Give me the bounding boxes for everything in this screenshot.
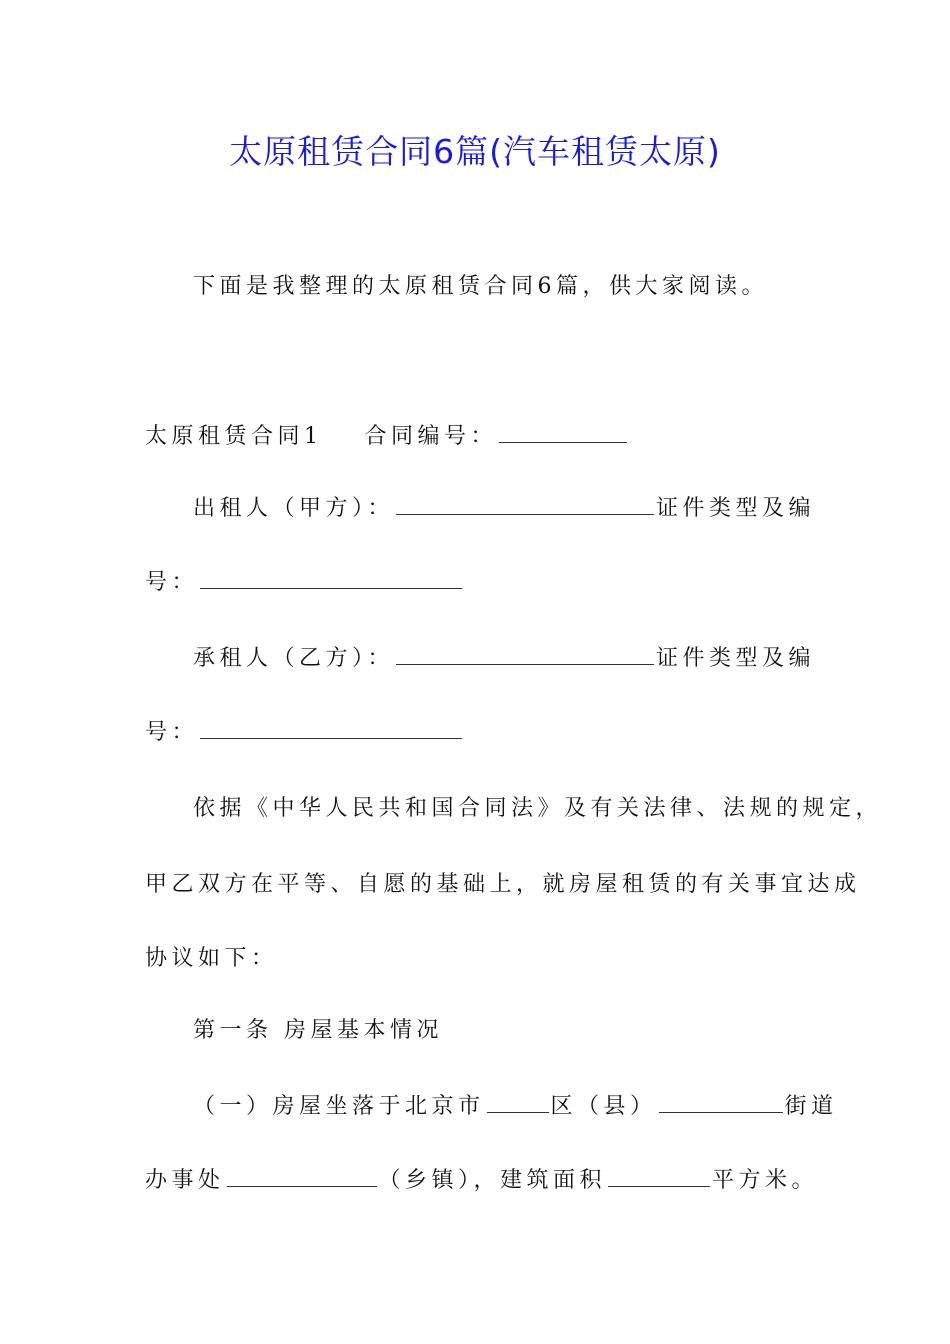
location-line-1 [193, 1090, 838, 1124]
lessee-id-label: 证件类型及编 [656, 646, 816, 671]
lessor-id-line [145, 566, 464, 600]
lessee-id-line [145, 716, 464, 750]
contract-heading-line [145, 420, 629, 454]
contract-heading: 太原租赁合同1 [145, 424, 323, 449]
district-blank [487, 1092, 549, 1113]
lessor-line [193, 492, 815, 526]
location-line-2 [145, 1164, 818, 1198]
lessee-label: 承租人（乙方）： [193, 646, 395, 671]
area-label: （乡镇），建筑面积 [378, 1168, 607, 1193]
lessor-label: 出租人（甲方）： [193, 496, 395, 521]
lessee-id-label-cont: 号： [145, 720, 199, 745]
township-blank [227, 1166, 377, 1187]
contract-number-label: 合同编号： [364, 424, 498, 449]
lessor-id-label-cont: 号： [145, 570, 199, 595]
office-label: 办事处 [145, 1168, 225, 1193]
area-blank [608, 1166, 710, 1187]
lessee-line [193, 642, 815, 676]
lessor-name-blank [396, 494, 654, 515]
paragraph-line-1: 依据《中华人民共和国合同法》及有关法律、法规的规定， [193, 796, 883, 821]
lessor-id-blank [200, 568, 462, 589]
article-1-title: 第一条 房屋基本情况 [193, 1018, 443, 1043]
paragraph-line-2: 甲乙双方在平等、自愿的基础上，就房屋租赁的有关事宜达成 [145, 872, 861, 897]
lessee-id-blank [200, 718, 462, 739]
street-blank [659, 1092, 783, 1113]
area-unit: 平方米。 [712, 1168, 819, 1193]
lessee-name-blank [396, 644, 654, 665]
paragraph-line-3: 协议如下： [145, 946, 278, 971]
location-city-label: （一）房屋坐落于北京市 [193, 1094, 485, 1119]
lessor-id-label: 证件类型及编 [656, 496, 816, 521]
street-label: 街道 [784, 1094, 838, 1119]
document-title: 太原租赁合同6篇(汽车租赁太原) [229, 132, 721, 171]
district-label: 区（县） [550, 1094, 657, 1119]
contract-number-blank [499, 422, 627, 443]
intro-paragraph: 下面是我整理的太原租赁合同6篇，供大家阅读。 [193, 274, 768, 299]
